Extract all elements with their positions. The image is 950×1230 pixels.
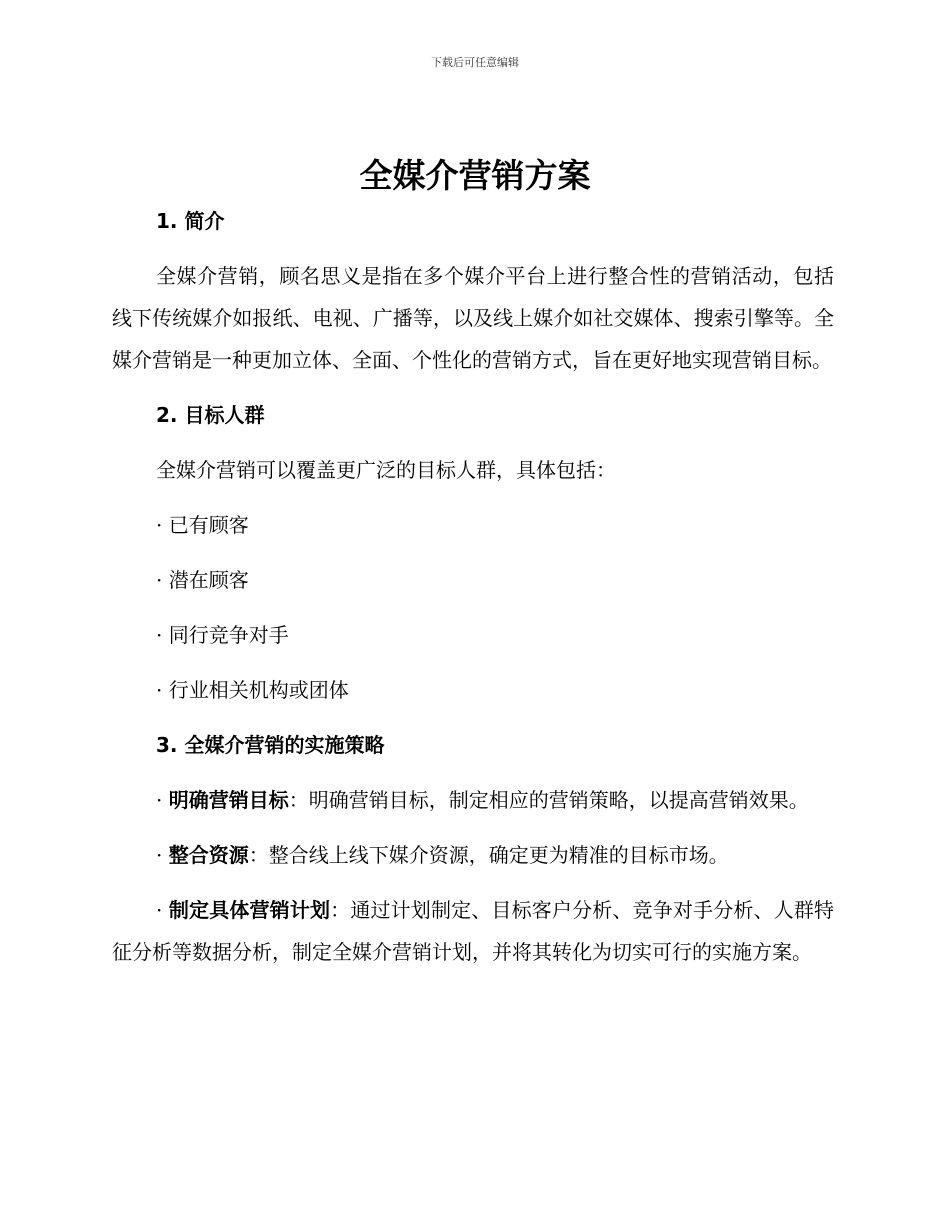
- strategy-bullet: ·: [156, 788, 169, 812]
- section-heading-audience: 2. 目标人群: [156, 403, 265, 427]
- strategy-text: ：通过计划制定、目标客户分析、竞争对手分析、人群特征分析等数据分析，制定全媒介营销计划，并将其转化为切实可行的实施方案。: [112, 898, 834, 964]
- strategy-item: [112, 889, 834, 973]
- strategy-item: [112, 834, 834, 876]
- section-heading-intro: 1. 简介: [156, 209, 225, 233]
- header-note: 下载后可任意编辑: [431, 56, 519, 69]
- list-item: · 同行竞争对手: [156, 623, 289, 647]
- audience-paragraph: 全媒介营销可以覆盖更广泛的目标人群，具体包括：: [156, 458, 616, 482]
- strategy-label: 明确营销目标: [168, 788, 289, 812]
- strategy-bullet: ·: [156, 898, 169, 922]
- list-item: · 行业相关机构或团体: [156, 678, 349, 702]
- strategy-text: ：明确营销目标，制定相应的营销策略，以提高营销效果。: [288, 788, 809, 812]
- section-heading-strategy: 3. 全媒介营销的实施策略: [156, 733, 385, 757]
- document-body: [112, 200, 834, 973]
- list-item: · 潜在顾客: [156, 568, 249, 592]
- strategy-label: 制定具体营销计划: [168, 898, 331, 922]
- strategy-text: ：整合线上线下媒介资源，确定更为精准的目标市场。: [248, 843, 729, 867]
- strategy-item: [112, 779, 834, 821]
- intro-paragraph: 全媒介营销，顾名思义是指在多个媒介平台上进行整合性的营销活动，包括线下传统媒介如报纸、电视、广播等，以及线上媒介如社交媒体、搜索引擎等。全媒介营销是一种更加立体、全面、个性化的营销方式，旨在更好地实现营销目标。: [112, 264, 834, 372]
- strategy-bullet: ·: [156, 843, 169, 867]
- list-item: · 已有顾客: [156, 513, 249, 537]
- strategy-label: 整合资源: [168, 843, 249, 867]
- document-title: 全媒介营销方案: [359, 156, 591, 195]
